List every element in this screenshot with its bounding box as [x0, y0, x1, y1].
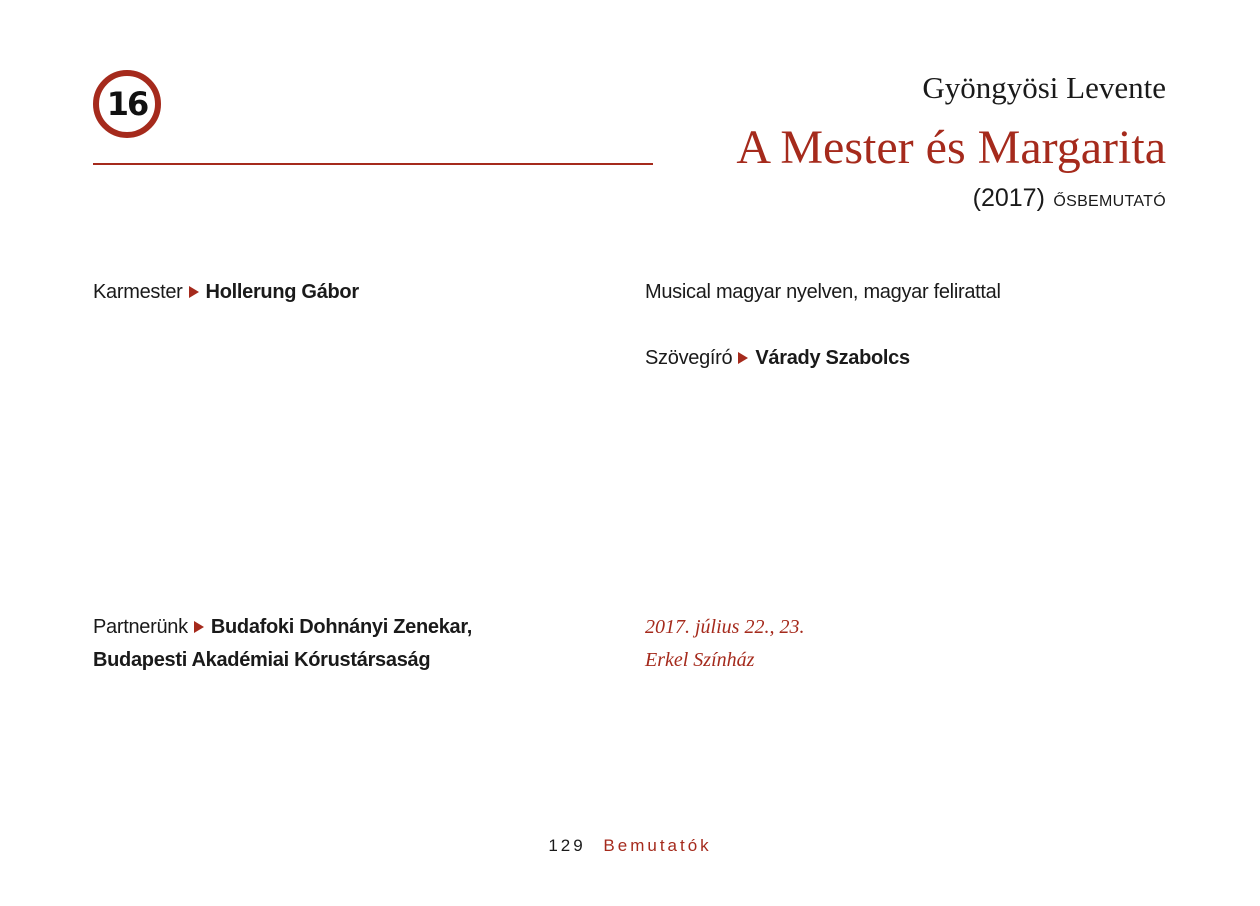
age-rating-badge: [93, 70, 161, 138]
performance-venue: Erkel Színház: [645, 649, 755, 671]
page-number: 129: [548, 836, 586, 855]
lyricist-name: Várady Szabolcs: [755, 347, 910, 369]
conductor-role: Karmester: [93, 281, 183, 303]
section-name: Bemutatók: [603, 836, 712, 855]
partner-line-2: Budapesti Akadémiai Kórustársaság: [93, 649, 431, 671]
composer-name: Gyöngyösi Levente: [922, 70, 1166, 105]
lyricist-credit: [645, 342, 910, 375]
partners-role: Partnerünk: [93, 616, 188, 638]
performance-dates: 2017. július 22., 23.: [645, 616, 805, 638]
production-subtitle: [973, 184, 1166, 213]
language-note: Musical magyar nyelven, magyar felirattal: [645, 281, 1001, 303]
premiere-year: (2017): [972, 184, 1045, 212]
production-title: A Mester és Margarita: [736, 121, 1166, 174]
conductor-credit: [93, 276, 359, 309]
arrow-right-icon: [738, 352, 748, 364]
performance-info: [645, 611, 804, 677]
partners-credit: [93, 611, 472, 677]
title-divider: [93, 163, 653, 165]
age-rating-number: 16: [106, 85, 148, 123]
arrow-right-icon: [194, 621, 204, 633]
lyricist-role: Szövegíró: [645, 347, 733, 369]
premiere-label: ŐSBEMUTATÓ: [1053, 193, 1166, 210]
conductor-name: Hollerung Gábor: [205, 281, 359, 303]
arrow-right-icon: [189, 286, 199, 298]
partner-line-1: Budafoki Dohnányi Zenekar,: [210, 616, 472, 638]
page-footer: [0, 836, 1260, 856]
